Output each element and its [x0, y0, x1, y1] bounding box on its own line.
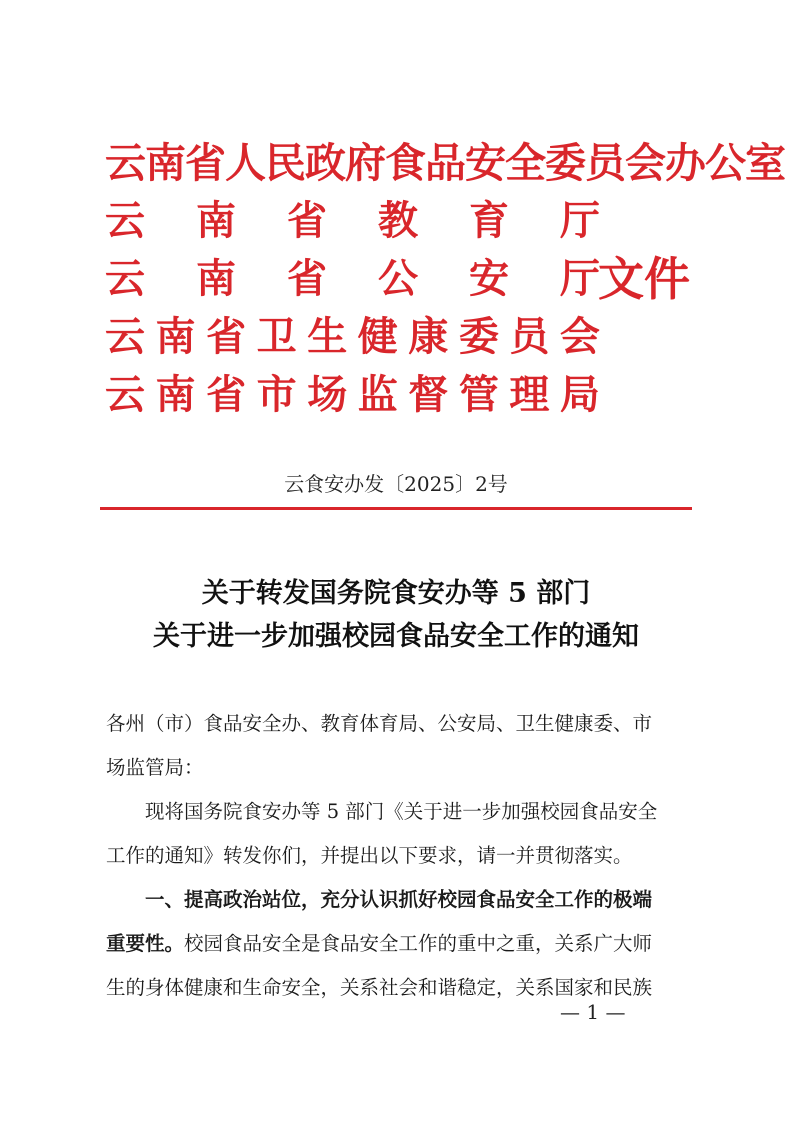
issuer-char: 南 [155, 372, 196, 418]
issuer-char: 南 [196, 198, 236, 244]
paragraph1-line1: 现将国务院食安办等 5 部门《关于进一步加强校园食品安全 [145, 800, 658, 823]
issuer-char: 教 [378, 198, 418, 244]
issuer-char: 管 [458, 372, 499, 418]
issuer-char: 督 [408, 372, 449, 418]
issuer-market-regulation [105, 372, 600, 418]
document-suffix: 文件 [598, 252, 690, 306]
issuer-char: 云 [105, 314, 145, 360]
issuer-char: 员 [509, 314, 550, 360]
issuer-char: 健 [357, 314, 398, 360]
issuer-char: 南 [196, 256, 236, 302]
paragraph2-line3: 生的身体健康和生命安全，关系社会和谐稳定，关系国家和民族 [106, 976, 653, 999]
issuer-char: 局 [559, 372, 600, 418]
issuer-char: 厅 [560, 198, 600, 244]
addressee-line2: 场监管局： [106, 756, 204, 779]
document-title-line1: 关于转发国务院食安办等 5 部门 [201, 578, 591, 609]
addressee-line1: 各州（市）食品安全办、教育体育局、公安局、卫生健康委、市 [106, 712, 653, 735]
issuer-char: 理 [509, 372, 550, 418]
issuer-public-security-dept [105, 256, 600, 302]
issuer-health-commission [105, 314, 600, 360]
issuer-char: 生 [307, 314, 348, 360]
issuer-char: 云 [105, 256, 145, 302]
paragraph1-line2: 工作的通知》转发你们，并提出以下要求，请一并贯彻落实。 [106, 844, 633, 867]
issuer-char: 康 [408, 314, 449, 360]
issuer-char: 公 [378, 256, 418, 302]
section1-heading: 一、提高政治站位，充分认识抓好校园食品安全工作的极端 [145, 888, 653, 911]
issuer-char: 云 [105, 372, 145, 418]
issuer-char: 南 [155, 314, 196, 360]
page-number: — 1 — [560, 1000, 626, 1024]
document-number: 云食安办发〔2025〕2号 [284, 472, 508, 496]
issuer-char: 市 [256, 372, 297, 418]
document-title-line2: 关于进一步加强校园食品安全工作的通知 [153, 621, 639, 652]
section1-heading-tail: 重要性。 [106, 932, 185, 955]
issuer-food-safety-office: 云南省人民政府食品安全委员会办公室 [105, 139, 785, 187]
issuer-char: 省 [206, 372, 247, 418]
issuer-char: 卫 [256, 314, 297, 360]
issuer-char: 厅 [560, 256, 600, 302]
issuer-char: 云 [105, 198, 145, 244]
issuer-char: 会 [559, 314, 600, 360]
issuer-char: 省 [287, 198, 327, 244]
issuer-education-dept [105, 198, 600, 244]
red-divider [100, 507, 692, 510]
issuer-char: 监 [357, 372, 398, 418]
issuer-char: 省 [287, 256, 327, 302]
paragraph2-line2 [106, 929, 692, 959]
issuer-char: 委 [458, 314, 499, 360]
paragraph2-line2-text: 校园食品安全是食品安全工作的重中之重，关系广大师 [184, 932, 653, 955]
issuer-char: 安 [469, 256, 509, 302]
issuer-char: 场 [307, 372, 348, 418]
issuer-char: 育 [469, 198, 509, 244]
issuer-char: 省 [206, 314, 247, 360]
